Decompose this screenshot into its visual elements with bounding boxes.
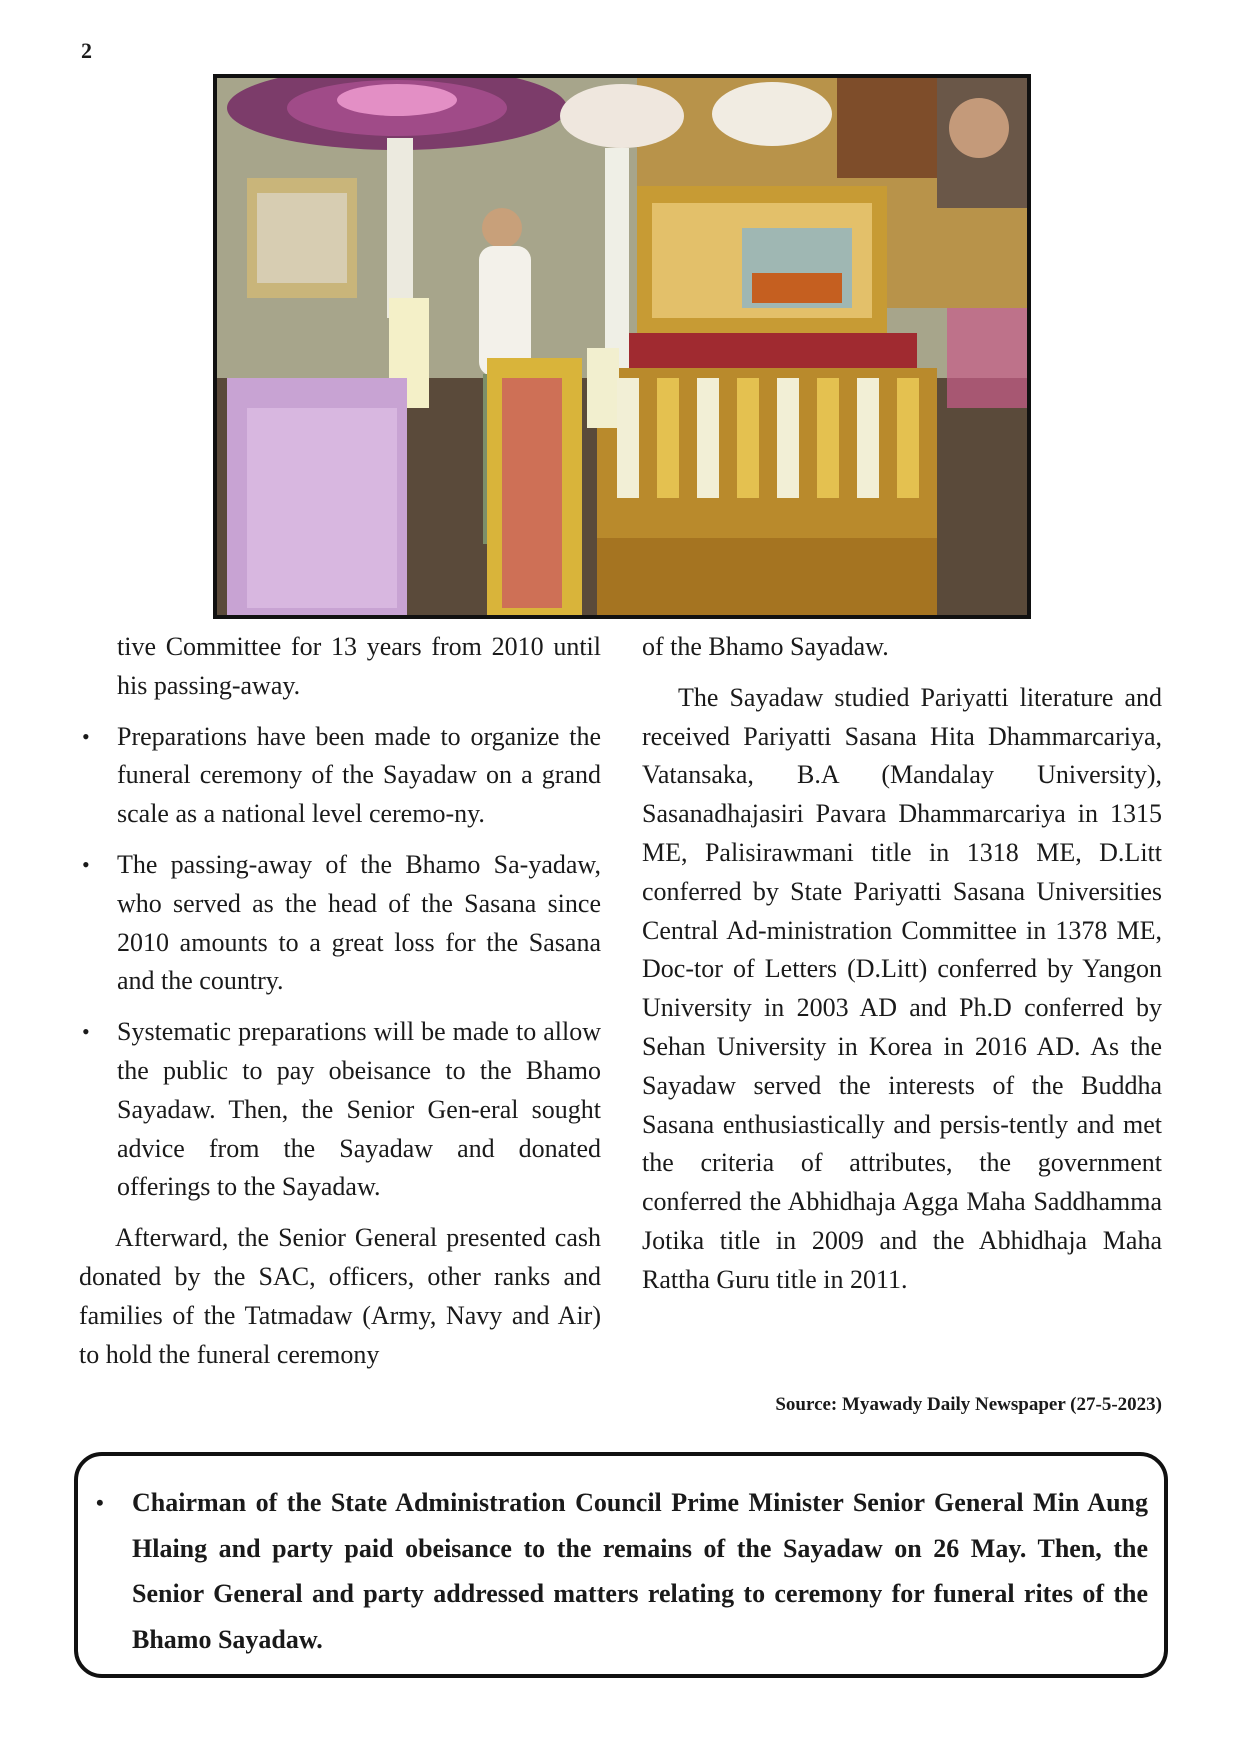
bullet-icon: • xyxy=(82,1019,90,1045)
bullet-list xyxy=(79,718,601,1208)
photo-funeral-hall xyxy=(213,74,1031,619)
left-column xyxy=(79,628,601,1374)
closing-paragraph: Afterward, the Senior General presented cash donated by the SAC, officers, other ranks and families of the Tatmadaw (Army, Navy and Air) to hold the funeral ceremony xyxy=(79,1223,601,1369)
bullet-icon: • xyxy=(82,723,90,749)
right-column xyxy=(642,628,1162,1300)
left-continuation: tive Committee for 13 years from 2010 until his passing-away. xyxy=(117,632,601,700)
biography-paragraph: The Sayadaw studied Pariyatti literature and received Pariyatti Sasana Hita Dhammarcariya, Vatansaka, B.A (Mandalay University), Sasanadhajasiri Pavara Dhammarcariya in 1315 ME, Palisirawmani title in 1318 ME, D.Litt conferred by State Pariyatti Sasana Universities Central Ad-ministration Committee in 1378 ME, Doc-tor of Letters (D.Litt) conferred by Yangon University in 2003 AD and Ph.D conferred by Sehan University in Korea in 2016 AD. As the Sayadaw served the interests of the Buddha Sasana enthusiastically and persis-tently and met the criteria of attributes, the government conferred the Abhidhaja Agga Maha Saddhamma Jotika title in 2009 and the Abhidhaja Maha Rattha Guru title in 2011. xyxy=(642,682,1162,1294)
right-continuation: of the Bhamo Sayadaw. xyxy=(642,632,889,661)
list-item xyxy=(79,1013,601,1207)
bullet-icon: • xyxy=(96,1490,104,1515)
highlight-box xyxy=(74,1452,1168,1678)
list-item xyxy=(79,718,601,834)
source-citation: Source: Myawady Daily Newspaper (27-5-2023) xyxy=(775,1394,1162,1415)
bullet-text: Systematic preparations will be made to allow the public to pay obeisance to the Bhamo Sayadaw. Then, the Senior Gen-eral sought advice from the Sayadaw and donated offerings to the Sayadaw. xyxy=(117,1017,601,1202)
bullet-text: Preparations have been made to organize the funeral ceremony of the Sayadaw on a grand scale as a national level ceremo-ny. xyxy=(117,721,601,829)
page-number: 2 xyxy=(81,38,92,63)
photo-icon xyxy=(217,78,1027,615)
bullet-text: The passing-away of the Bhamo Sa-yadaw, who served as the head of the Sasana since 2010 amounts to a great loss for the Sasana and the country. xyxy=(117,849,601,996)
bullet-icon: • xyxy=(82,851,90,877)
highlight-text: Chairman of the State Administration Council Prime Minister Senior General Min Aung Hlaing and party paid obeisance to the remains of the Sayadaw on 26 May. Then, the Senior General and party addressed matters relating to ceremony for funeral rites of the Bhamo Sayadaw. xyxy=(132,1488,1148,1654)
list-item xyxy=(79,846,601,1001)
